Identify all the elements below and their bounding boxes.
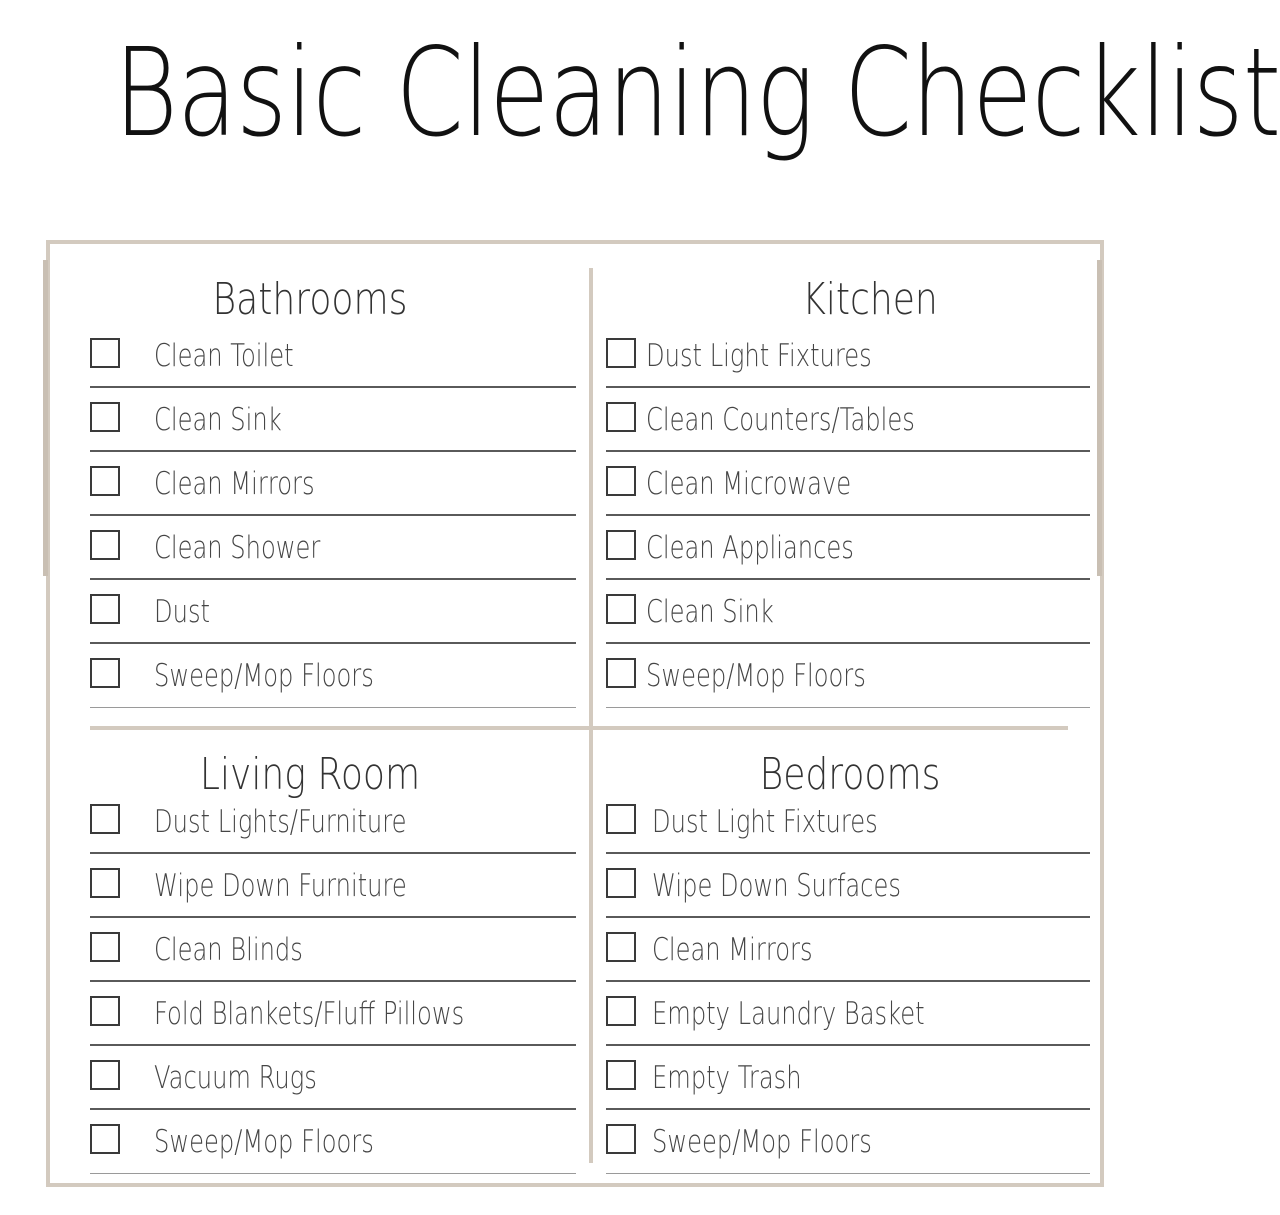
item-label: Sweep/Mop Floors (154, 1124, 374, 1160)
list-item[interactable] (606, 790, 1090, 854)
checkbox[interactable] (606, 658, 636, 688)
item-label: Wipe Down Surfaces (652, 868, 901, 904)
section-heading-bathrooms: Bathrooms (212, 274, 408, 325)
checkbox[interactable] (606, 466, 636, 496)
list-item[interactable] (90, 1110, 576, 1174)
checkbox[interactable] (90, 466, 120, 496)
item-underline (90, 707, 576, 708)
checkbox[interactable] (90, 402, 120, 432)
item-label: Clean Counters/Tables (646, 402, 915, 438)
checkbox[interactable] (90, 1124, 120, 1154)
checkbox[interactable] (90, 658, 120, 688)
list-item[interactable] (90, 790, 576, 854)
vertical-divider (589, 268, 593, 1163)
checkbox[interactable] (90, 338, 120, 368)
item-label: Clean Appliances (646, 530, 854, 566)
list-item[interactable] (606, 1110, 1090, 1174)
list-item[interactable] (90, 516, 576, 580)
list-item[interactable] (606, 644, 1090, 708)
checkbox[interactable] (90, 804, 120, 834)
list-item[interactable] (606, 982, 1090, 1046)
checkbox[interactable] (606, 868, 636, 898)
list-item[interactable] (606, 1046, 1090, 1110)
list-item[interactable] (90, 918, 576, 982)
list-item[interactable] (606, 324, 1090, 388)
item-label: Empty Trash (652, 1060, 802, 1096)
list-item[interactable] (606, 388, 1090, 452)
item-label: Sweep/Mop Floors (652, 1124, 872, 1160)
checkbox[interactable] (90, 530, 120, 560)
list-item[interactable] (606, 516, 1090, 580)
item-label: Fold Blankets/Fluff Pillows (154, 996, 465, 1032)
item-label: Clean Mirrors (154, 466, 315, 502)
page-title: Basic Cleaning Checklist (114, 22, 1280, 164)
item-label: Clean Microwave (646, 466, 852, 502)
list-item[interactable] (90, 388, 576, 452)
checkbox[interactable] (90, 594, 120, 624)
frame-accent-left (43, 260, 48, 576)
list-item[interactable] (90, 854, 576, 918)
section-heading-kitchen: Kitchen (802, 274, 938, 325)
checkbox[interactable] (606, 338, 636, 368)
frame-accent-right (1097, 260, 1102, 576)
list-item[interactable] (90, 324, 576, 388)
checkbox[interactable] (90, 1060, 120, 1090)
item-label: Dust Light Fixtures (652, 804, 878, 840)
checkbox[interactable] (606, 594, 636, 624)
item-label: Dust Light Fixtures (646, 338, 872, 374)
item-label: Dust Lights/Furniture (154, 804, 407, 840)
section-heading-living-room: Living Room (199, 749, 421, 800)
item-label: Clean Toilet (154, 338, 294, 374)
item-label: Empty Laundry Basket (652, 996, 925, 1032)
checkbox[interactable] (606, 1124, 636, 1154)
checkbox[interactable] (606, 932, 636, 962)
checkbox[interactable] (606, 530, 636, 560)
item-underline (90, 1173, 576, 1174)
checkbox[interactable] (606, 1060, 636, 1090)
list-item[interactable] (90, 644, 576, 708)
item-label: Wipe Down Furniture (154, 868, 407, 904)
list-item[interactable] (90, 452, 576, 516)
item-label: Dust (154, 594, 211, 630)
list-item[interactable] (90, 580, 576, 644)
checkbox[interactable] (606, 402, 636, 432)
checkbox[interactable] (90, 868, 120, 898)
item-label: Clean Mirrors (652, 932, 813, 968)
checkbox[interactable] (90, 996, 120, 1026)
checkbox[interactable] (606, 996, 636, 1026)
list-item[interactable] (90, 982, 576, 1046)
list-item[interactable] (606, 854, 1090, 918)
checkbox[interactable] (606, 804, 636, 834)
item-label: Clean Shower (154, 530, 321, 566)
item-label: Clean Sink (646, 594, 774, 630)
item-label: Sweep/Mop Floors (154, 658, 374, 694)
item-label: Vacuum Rugs (154, 1060, 317, 1096)
item-label: Clean Blinds (154, 932, 303, 968)
section-heading-bedrooms: Bedrooms (759, 749, 941, 800)
list-item[interactable] (90, 1046, 576, 1110)
list-item[interactable] (606, 452, 1090, 516)
horizontal-divider (90, 726, 1068, 730)
list-item[interactable] (606, 580, 1090, 644)
item-label: Sweep/Mop Floors (646, 658, 866, 694)
list-item[interactable] (606, 918, 1090, 982)
checkbox[interactable] (90, 932, 120, 962)
item-label: Clean Sink (154, 402, 282, 438)
item-underline (606, 707, 1090, 708)
item-underline (606, 1173, 1090, 1174)
